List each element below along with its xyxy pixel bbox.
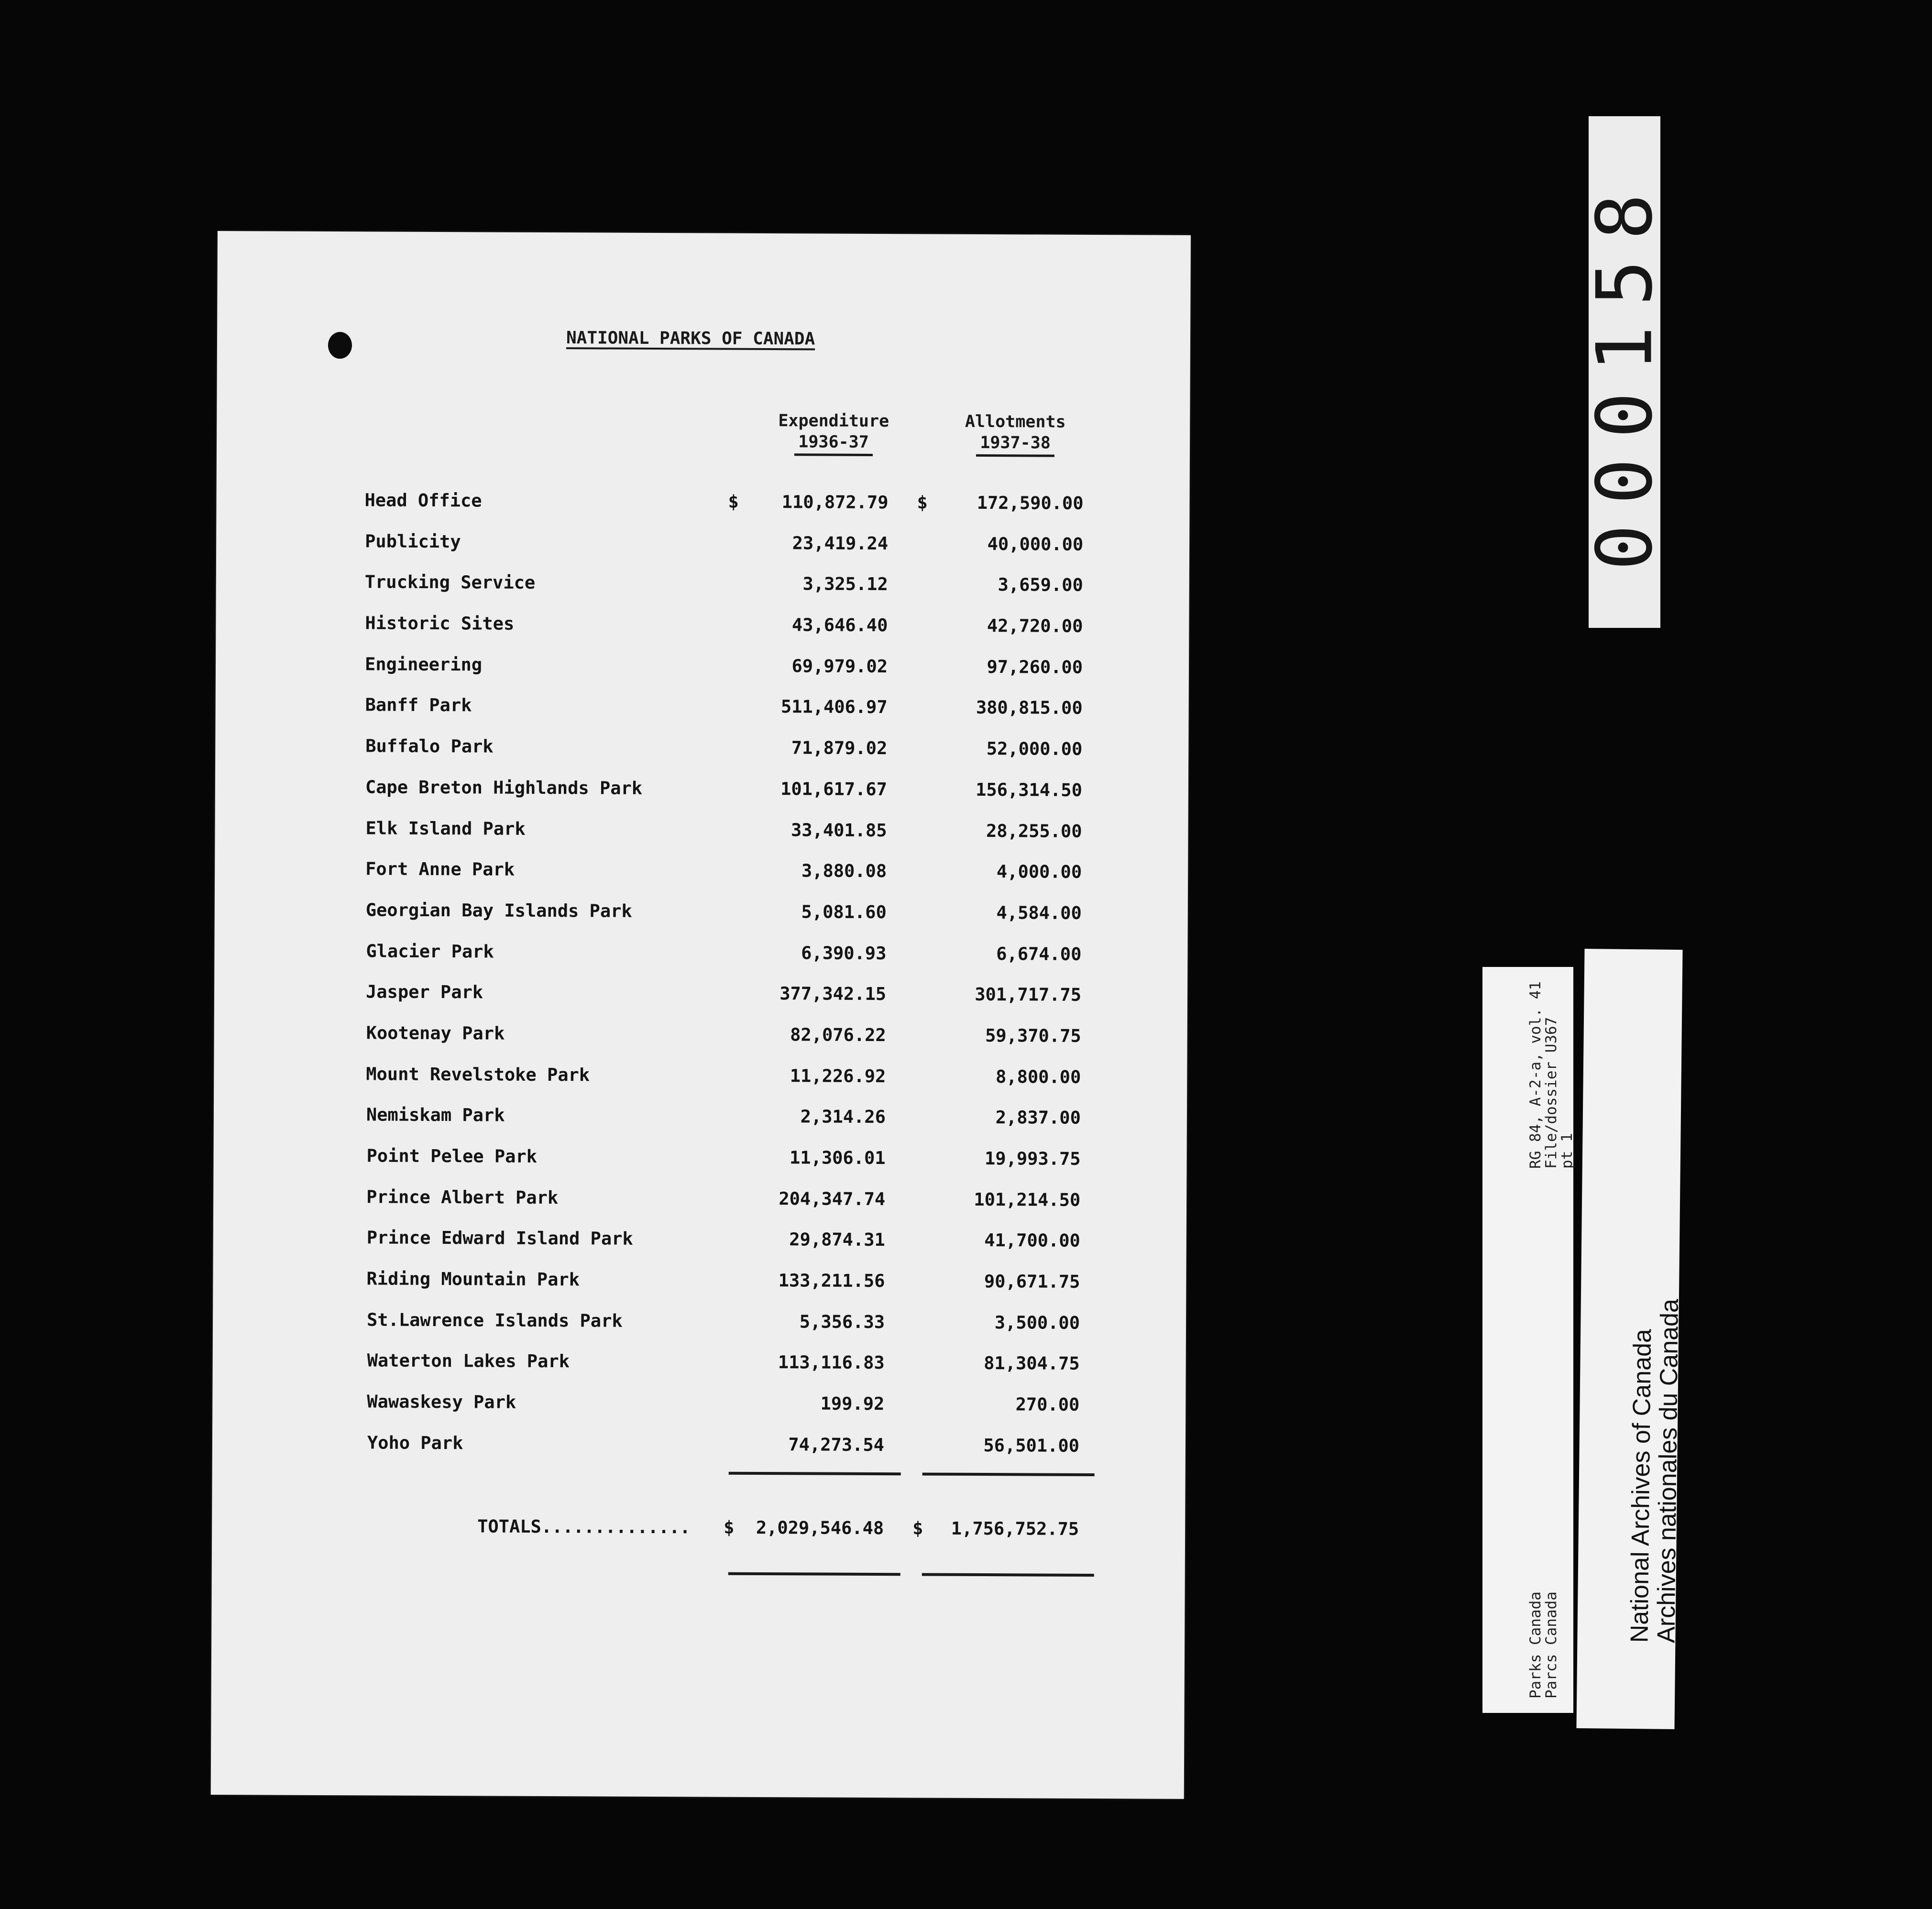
table-row [214, 1063, 1187, 1108]
table-row [214, 981, 1187, 1026]
allotment-value: 2,837.00 [995, 1107, 1081, 1129]
park-name: Buffalo Park [365, 735, 494, 757]
table-row [212, 1349, 1186, 1395]
park-name: Fort Anne Park [365, 858, 515, 880]
expenditure-value: 377,342.15 [779, 983, 887, 1005]
total-rule-expenditure [728, 1572, 900, 1576]
allotment-value: 28,255.00 [986, 820, 1082, 842]
expenditure-value: 511,406.97 [780, 696, 888, 718]
reference-line-3: pt 1 [1559, 1133, 1576, 1169]
expenditure-value: 43,646.40 [791, 614, 888, 636]
park-name: Publicity [365, 531, 461, 552]
expenditure-value: 2,314.26 [800, 1106, 886, 1128]
expenditure-value: 71,879.02 [791, 737, 888, 759]
table-row [213, 1186, 1186, 1231]
document-title: NATIONAL PARKS OF CANADA [566, 328, 815, 349]
table-row [213, 1145, 1186, 1190]
expenditure-value: 3,880.08 [801, 860, 887, 882]
allotment-value: 97,260.00 [987, 656, 1083, 678]
table-row [215, 776, 1188, 822]
allotment-value: 3,500.00 [994, 1312, 1080, 1333]
expenditure-value: 69,979.02 [791, 655, 888, 677]
totals-expenditure: 2,029,546.48 [756, 1517, 884, 1539]
archives-name-en: National Archives of Canada [1625, 1328, 1657, 1643]
totals-currency-allotment: $ [912, 1518, 923, 1539]
park-name: Point Pelee Park [366, 1145, 538, 1167]
allotment-value: 59,370.75 [985, 1025, 1081, 1046]
totals-label: TOTALS.............. [477, 1516, 691, 1538]
expenditure-value: 113,116.83 [778, 1352, 885, 1373]
allotment-value: 101,214.50 [974, 1189, 1081, 1210]
expenditure-header-label: Expenditure [778, 411, 889, 431]
park-name: Banff Park [365, 694, 472, 716]
allotment-value: 8,800.00 [995, 1066, 1081, 1087]
park-name: Trucking Service [364, 571, 536, 593]
park-name: St.Lawrence Islands Park [366, 1309, 623, 1331]
table-row [215, 858, 1188, 903]
table-row [214, 1104, 1187, 1149]
table-row [213, 1227, 1186, 1272]
table-row [216, 489, 1189, 535]
allotment-value: 41,700.00 [984, 1230, 1080, 1251]
expenditure-value: 101,617.67 [780, 778, 888, 800]
table-row [212, 1391, 1186, 1436]
table-row [212, 1432, 1186, 1477]
department-en: Parks Canada [1527, 1591, 1544, 1699]
allotment-value: 156,314.50 [976, 779, 1083, 801]
frame-number-strip [1580, 116, 1669, 628]
table-row [215, 735, 1188, 780]
expenditure-value: 204,347.74 [779, 1188, 886, 1209]
department-names [1528, 1591, 1559, 1699]
table-row [216, 530, 1189, 576]
table-row [215, 817, 1188, 862]
totals-currency-expenditure: $ [724, 1517, 735, 1538]
punch-hole [328, 332, 352, 359]
currency-symbol: $ [917, 492, 928, 513]
park-name: Wawaskesy Park [367, 1391, 516, 1413]
allotment-value: 4,584.00 [996, 902, 1082, 923]
expenditure-value: 11,306.01 [789, 1147, 886, 1169]
allotments-header-label: Allotments [965, 412, 1066, 432]
allotments-header-year: 1937-38 [976, 432, 1054, 457]
table-row [213, 1268, 1186, 1313]
table-row [216, 612, 1189, 658]
totals-row [212, 1515, 1185, 1539]
park-name: Elk Island Park [365, 817, 526, 839]
expenditure-value: 133,211.56 [778, 1270, 885, 1292]
park-name: Georgian Bay Islands Park [365, 900, 632, 922]
expenditure-value: 11,226.92 [790, 1065, 886, 1086]
currency-symbol: $ [728, 491, 739, 512]
allotment-value: 42,720.00 [987, 615, 1083, 636]
expenditure-value: 33,401.85 [790, 819, 887, 841]
park-name: Waterton Lakes Park [367, 1350, 570, 1372]
expenditure-header-year: 1936-37 [794, 431, 873, 456]
park-name: Riding Mountain Park [366, 1268, 580, 1290]
expenditure-value: 110,872.79 [781, 492, 889, 513]
table-row [216, 571, 1189, 616]
park-name: Historic Sites [365, 613, 515, 634]
park-name: Cape Breton Highlands Park [365, 777, 643, 799]
expenditure-value: 199.92 [820, 1393, 885, 1415]
allotment-value: 19,993.75 [984, 1148, 1081, 1169]
park-name: Head Office [364, 490, 482, 511]
archives-name-fr: Archives nationales du Canada [1652, 1298, 1684, 1644]
expenditure-value: 5,356.33 [799, 1311, 885, 1332]
allotment-value: 81,304.75 [984, 1353, 1080, 1374]
park-name: Kootenay Park [366, 1022, 505, 1044]
allotment-value: 380,815.00 [976, 697, 1083, 719]
allotments-column-header [939, 411, 1092, 457]
allotment-value: 52,000.00 [986, 738, 1083, 760]
expenditure-value: 74,273.54 [788, 1434, 885, 1455]
archives-label [1576, 949, 1682, 1729]
allotment-value: 301,717.75 [975, 984, 1082, 1006]
park-name: Prince Albert Park [366, 1186, 559, 1208]
document-sheet [211, 231, 1191, 1799]
allotment-value: 270.00 [1015, 1394, 1080, 1415]
reference-line-1: RG 84, A-2-a, vol. 41 [1527, 981, 1544, 1169]
table-row [214, 1022, 1187, 1067]
park-name: Engineering [364, 654, 483, 675]
allotment-value: 172,590.00 [977, 492, 1084, 514]
expenditure-column-header [757, 410, 910, 456]
table-row [214, 940, 1187, 986]
reference-line-2: File/dossier U367 [1543, 1017, 1560, 1169]
expenditure-value: 29,874.31 [789, 1229, 885, 1251]
allotment-value: 3,659.00 [998, 574, 1083, 596]
table-row [215, 694, 1188, 739]
expenditure-value: 5,081.60 [801, 901, 887, 922]
table-row [213, 1309, 1186, 1354]
park-name: Yoho Park [367, 1432, 463, 1454]
allotment-value: 4,000.00 [996, 861, 1082, 883]
table-row [216, 653, 1189, 699]
totals-allotment: 1,756,752.75 [951, 1518, 1079, 1539]
reference-label [1482, 967, 1576, 1713]
park-name: Glacier Park [366, 940, 494, 962]
frame-number: 000158 [1580, 174, 1669, 571]
expenditure-value: 23,419.24 [792, 532, 889, 554]
allotment-value: 6,674.00 [996, 943, 1082, 965]
park-name: Prince Edward Island Park [366, 1227, 633, 1250]
expenditure-value: 6,390.93 [801, 942, 887, 964]
park-name: Jasper Park [365, 981, 483, 1003]
file-reference [1528, 981, 1575, 1169]
archives-text [1626, 1298, 1683, 1643]
total-rule-allotments [922, 1573, 1094, 1577]
park-name: Nemiskam Park [366, 1104, 505, 1126]
department-fr: Parcs Canada [1543, 1591, 1560, 1699]
allotment-value: 56,501.00 [983, 1435, 1080, 1456]
allotment-value: 90,671.75 [984, 1271, 1080, 1292]
allotment-value: 40,000.00 [987, 533, 1084, 555]
table-row [215, 899, 1188, 944]
park-name: Mount Revelstoke Park [366, 1063, 590, 1086]
budget-table [212, 489, 1190, 1477]
expenditure-value: 82,076.22 [790, 1024, 886, 1046]
expenditure-value: 3,325.12 [802, 573, 888, 595]
